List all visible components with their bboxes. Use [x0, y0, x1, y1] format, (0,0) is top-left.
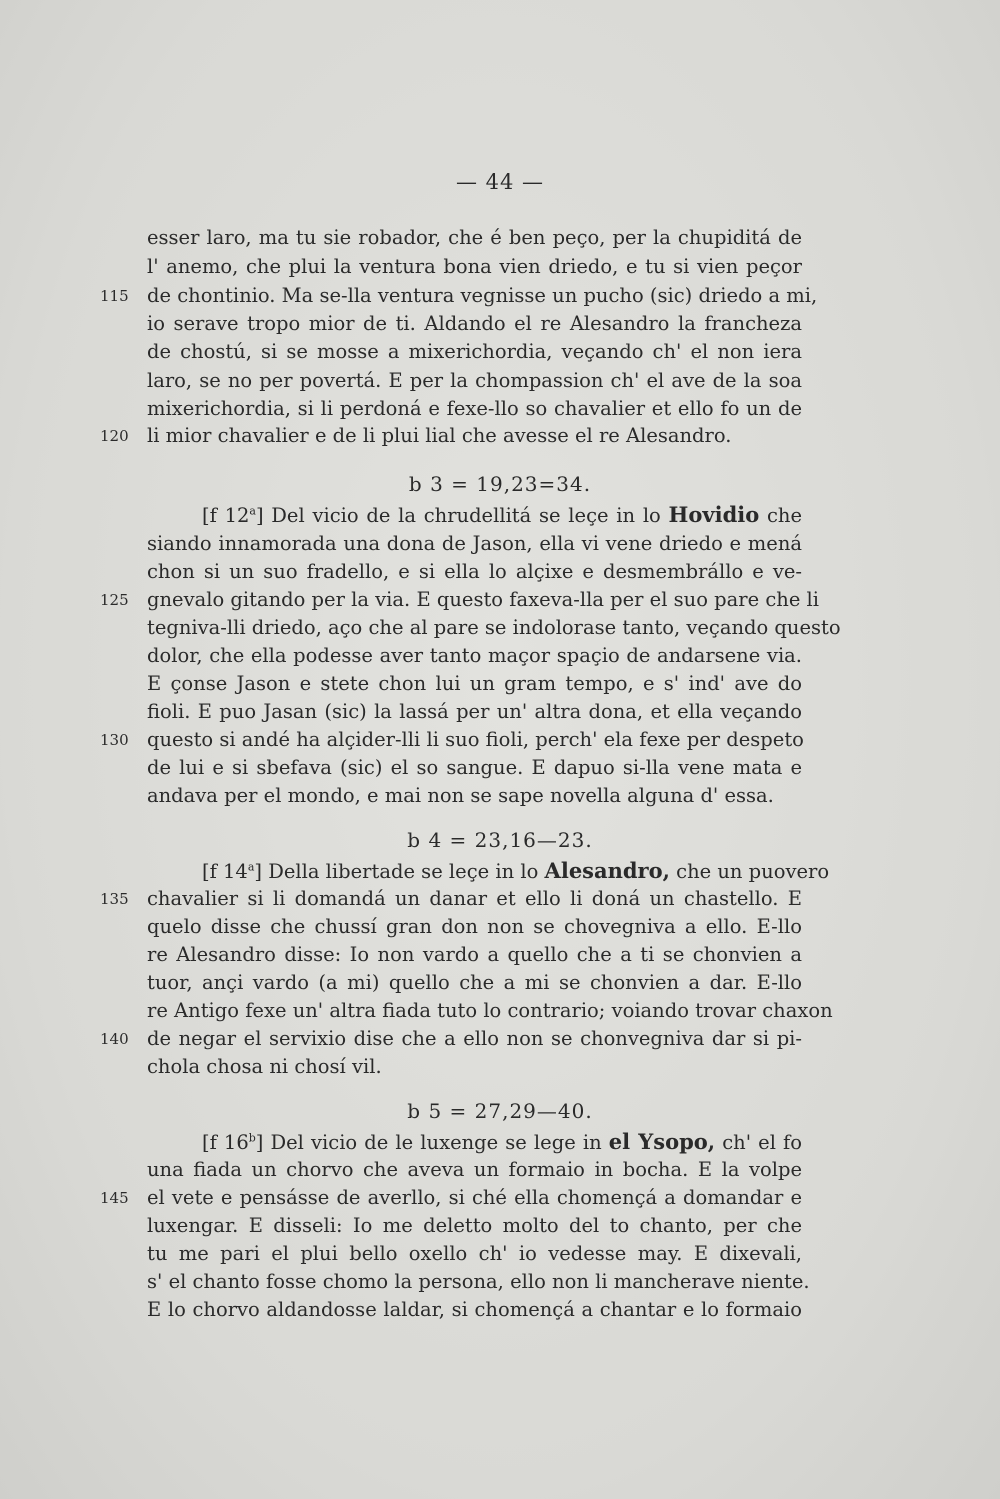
- text-line: tegniva-lli driedo, aço che al pare se indolorase tanto, veçando questo: [147, 616, 841, 639]
- section-first-line-b3: [202, 501, 802, 529]
- line-number: 130: [100, 731, 129, 749]
- ref-superscript: a: [247, 860, 255, 874]
- text-line: chon si un suo fradello, e si ella lo alçixe e desmembrállo e ve-: [147, 560, 802, 583]
- line-text: ] Della libertade se leçe in lo: [254, 860, 545, 883]
- text-line: laro, se no per povertá. E per la chompassion ch' el ave de la soa: [147, 369, 802, 392]
- section-first-line-b5: [202, 1128, 802, 1156]
- text-line: dolor, che ella podesse aver tanto maçor spaçio de andarsene via.: [147, 644, 802, 667]
- text-line: chola chosa ni chosí vil.: [147, 1055, 382, 1078]
- line-number: 125: [100, 591, 129, 609]
- text-line: de negar el servixio dise che a ello non se chonvegniva dar si pi-: [147, 1027, 802, 1050]
- text-line: questo si andé ha alçider-lli li suo fioli, perch' ela fexe per despeto: [147, 728, 804, 751]
- text-line: tuor, ançi vardo (a mi) quello che a mi se chonvien a dar. E-llo: [147, 971, 802, 994]
- line-text: che un puovero: [669, 860, 830, 883]
- text-line: re Antigo fexe un' altra fiada tuto lo contrario; voiando trovar chaxon: [147, 999, 833, 1022]
- text-line: una fiada un chorvo che aveva un formaio in bocha. E la volpe: [147, 1158, 802, 1181]
- text-line: s' el chanto fosse chomo la persona, ello non li mancherave niente.: [147, 1270, 810, 1293]
- line-text: che: [759, 504, 803, 527]
- text-line: andava per el mondo, e mai non se sape novella alguna d' essa.: [147, 784, 774, 807]
- text-line: l' anemo, che plui la ventura bona vien driedo, e tu si vien peçor: [147, 255, 802, 278]
- text-line: re Alesandro disse: Io non vardo a quello che a ti se chonvien a: [147, 943, 802, 966]
- text-line: mixerichordia, si li perdoná e fexe-llo so chavalier et ello fo un de: [147, 397, 802, 420]
- line-text: ch' el fo: [715, 1131, 802, 1154]
- text-line: fioli. E puo Jasan (sic) la lassá per un' altra dona, et ella veçando: [147, 700, 802, 723]
- text-line: siando innamorada una dona de Jason, ella vi vene driedo e mená: [147, 532, 802, 555]
- section-heading-b3: b 3 = 19,23=34.: [408, 472, 592, 496]
- text-line: E çonse Jason e stete chon lui un gram tempo, e s' ind' ave do: [147, 672, 802, 695]
- text-line: li mior chavalier e de li plui lial che avesse el re Alesandro.: [147, 424, 732, 447]
- line-number: 120: [100, 427, 129, 445]
- source-title: el Ysopo,: [608, 1129, 716, 1154]
- ref-superscript: b: [248, 1131, 256, 1145]
- text-line: io serave tropo mior de ti. Aldando el re Alesandro la francheza: [147, 312, 802, 335]
- line-number: 145: [100, 1189, 129, 1207]
- source-title: Alesandro,: [544, 858, 670, 883]
- text-line: tu me pari el plui bello oxello ch' io vedesse may. E dixevali,: [147, 1242, 802, 1265]
- text-line: el vete e pensásse de averllo, si ché ella chomençá a domandar e: [147, 1186, 802, 1209]
- section-first-line-b4: [202, 857, 830, 885]
- ref-text: [f 12: [202, 504, 250, 527]
- text-line: de chostú, si se mosse a mixerichordia, veçando ch' el non iera: [147, 340, 802, 363]
- text-line: chavalier si li domandá un danar et ello li doná un chastello. E: [147, 887, 802, 910]
- ref-superscript: a: [249, 504, 256, 518]
- text-line: de chontinio. Ma se-lla ventura vegnisse un pucho (sic) driedo a mi,: [147, 284, 818, 307]
- section-heading-b4: b 4 = 23,16—23.: [407, 828, 593, 852]
- text-line: luxengar. E disseli: Io me deletto molto del to chanto, per che: [147, 1214, 802, 1237]
- source-title: Hovidio: [668, 502, 760, 527]
- text-line: E lo chorvo aldandosse laldar, si chomençá a chantar e lo formaio: [147, 1298, 802, 1321]
- text-line: quelo disse che chussí gran don non se chovegniva a ello. E-llo: [147, 915, 802, 938]
- ref-text: [f 14: [202, 860, 248, 883]
- section-heading-b5: b 5 = 27,29—40.: [407, 1099, 593, 1123]
- line-number: 115: [100, 287, 129, 305]
- line-text: ] Del vicio de la chrudellitá se leçe in lo: [255, 504, 669, 527]
- line-number: 140: [100, 1030, 129, 1048]
- ref-text: [f 16: [202, 1131, 249, 1154]
- page-number: — 44 —: [455, 170, 545, 194]
- text-line: gnevalo gitando per la via. E questo faxeva-lla per el suo pare che li: [147, 588, 820, 611]
- line-text: ] Del vicio de le luxenge se lege in: [255, 1131, 609, 1154]
- text-line: esser laro, ma tu sie robador, che é ben peço, per la chupiditá de: [147, 226, 802, 249]
- text-line: de lui e si sbefava (sic) el so sangue. E dapuo si-lla vene mata e: [147, 756, 802, 779]
- line-number: 135: [100, 890, 129, 908]
